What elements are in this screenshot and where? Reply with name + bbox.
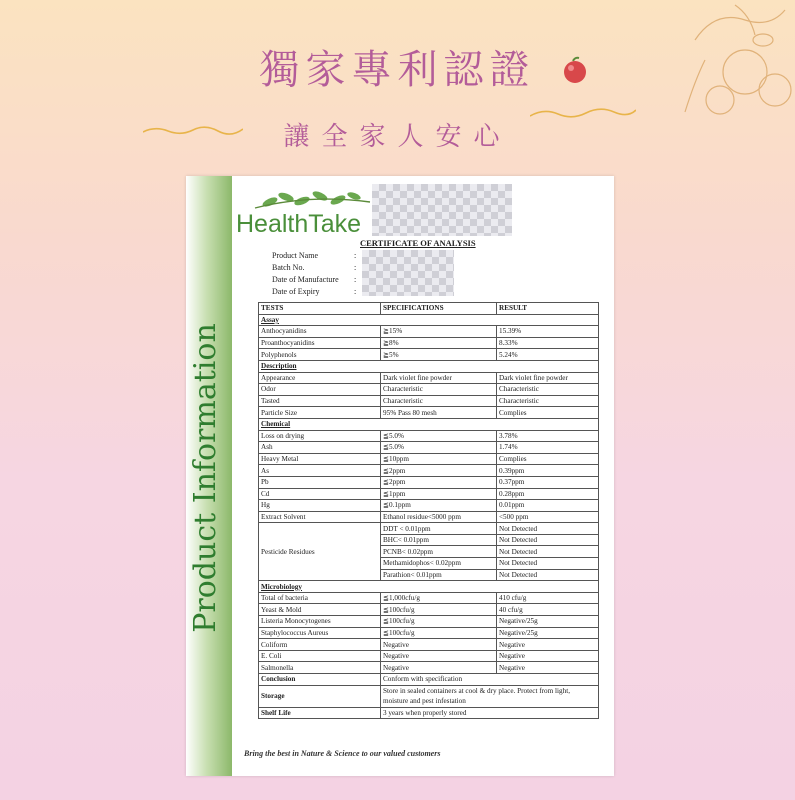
table-row xyxy=(259,326,599,338)
table-header-row xyxy=(259,303,599,315)
section-title: Chemical xyxy=(259,418,599,430)
info-row: Batch No. : xyxy=(272,263,357,272)
table-row xyxy=(259,523,599,535)
table-row xyxy=(259,627,599,639)
table-row xyxy=(259,616,599,628)
header-tests: TESTS xyxy=(259,303,381,315)
section-row xyxy=(259,581,599,593)
table-row xyxy=(259,685,599,707)
cell-spec: ≦5.0% xyxy=(381,442,497,454)
certificate-title: CERTIFICATE OF ANALYSIS xyxy=(360,238,476,248)
cell-spec: Ethanol residue<5000 ppm xyxy=(381,511,497,523)
table-row xyxy=(259,592,599,604)
cell-test: Anthocyanidins xyxy=(259,326,381,338)
cell-result: 1.74% xyxy=(497,442,599,454)
info-label: Product Name xyxy=(272,251,318,260)
cell-spec: ≦1ppm xyxy=(381,488,497,500)
table-row xyxy=(259,500,599,512)
table-row xyxy=(259,674,599,686)
cell-test: Loss on drying xyxy=(259,430,381,442)
cell-result: Negative xyxy=(497,662,599,674)
cell-spec: ≦5.0% xyxy=(381,430,497,442)
cell-test: Heavy Metal xyxy=(259,453,381,465)
cell-spec: Characteristic xyxy=(381,395,497,407)
cell-spec: ≧5% xyxy=(381,349,497,361)
cell-result: Negative/25g xyxy=(497,627,599,639)
analysis-table xyxy=(258,302,599,719)
cell-spec: ≦10ppm xyxy=(381,453,497,465)
cell-result: Negative xyxy=(497,639,599,651)
table-row xyxy=(259,395,599,407)
cell-result: Not Detected xyxy=(497,534,599,546)
info-row: Date of Expiry : xyxy=(272,287,357,296)
table-row xyxy=(259,384,599,396)
table-row xyxy=(259,465,599,477)
cell-test: Total of bacteria xyxy=(259,592,381,604)
cell-test: Conclusion xyxy=(259,674,381,686)
table-row xyxy=(259,337,599,349)
logo-text: HealthTake xyxy=(236,210,362,238)
table-row xyxy=(259,707,599,719)
cell-spec: PCNB< 0.02ppm xyxy=(381,546,497,558)
cell-value: 3 years when properly stored xyxy=(381,707,599,719)
cell-result: 3.78% xyxy=(497,430,599,442)
info-label: Date of Expiry xyxy=(272,287,320,296)
cell-result: Complies xyxy=(497,453,599,465)
cell-test: Staphylococcus Aureus xyxy=(259,627,381,639)
header-specifications: SPECIFICATIONS xyxy=(381,303,497,315)
cell-result: 8.33% xyxy=(497,337,599,349)
cell-spec: Parathion< 0.01ppm xyxy=(381,569,497,581)
cell-spec: ≦0.1ppm xyxy=(381,500,497,512)
table-row xyxy=(259,662,599,674)
cell-test: Storage xyxy=(259,685,381,707)
cell-result: 0.37ppm xyxy=(497,476,599,488)
cell-spec: Methamidophos< 0.02ppm xyxy=(381,558,497,570)
cell-result: Dark violet fine powder xyxy=(497,372,599,384)
table-row xyxy=(259,639,599,651)
cell-result: Not Detected xyxy=(497,569,599,581)
cell-spec: Negative xyxy=(381,662,497,674)
table-row xyxy=(259,430,599,442)
cell-test: Salmonella xyxy=(259,662,381,674)
cell-value: Store in sealed containers at cool & dry place. Protect from light, moisture and pest infestation xyxy=(381,685,599,707)
page-subtitle: 讓全家人安心 xyxy=(283,122,512,152)
info-label: Date of Manufacture xyxy=(272,275,339,284)
section-row xyxy=(259,418,599,430)
section-title: Microbiology xyxy=(259,581,599,593)
cell-test: Odor xyxy=(259,384,381,396)
footer-tagline: Bring the best in Nature & Science to our valued customers xyxy=(244,749,441,758)
cell-result: 15.39% xyxy=(497,326,599,338)
blurred-product-code xyxy=(372,184,512,236)
cell-spec: ≦100cfu/g xyxy=(381,627,497,639)
cell-result: 5.24% xyxy=(497,349,599,361)
cell-spec: ≧8% xyxy=(381,337,497,349)
cell-result: Not Detected xyxy=(497,546,599,558)
cell-test: Tasted xyxy=(259,395,381,407)
cell-result: Not Detected xyxy=(497,558,599,570)
cell-spec: ≦2ppm xyxy=(381,465,497,477)
sidebar-label: Product Information xyxy=(188,323,223,633)
cell-test: Proanthocyanidins xyxy=(259,337,381,349)
cell-test: Pesticide Residues xyxy=(259,523,381,581)
cell-spec: DDT < 0.01ppm xyxy=(381,523,497,535)
cell-result: Negative xyxy=(497,650,599,662)
cell-test: Ash xyxy=(259,442,381,454)
table-row xyxy=(259,476,599,488)
blurred-product-details xyxy=(362,250,454,296)
cell-test: Particle Size xyxy=(259,407,381,419)
cell-spec: ≦100cfu/g xyxy=(381,604,497,616)
cell-result: Characteristic xyxy=(497,384,599,396)
info-row: Product Name : xyxy=(272,251,357,260)
berry-icon xyxy=(560,56,590,84)
cell-result: 410 cfu/g xyxy=(497,592,599,604)
cell-test: Shelf Life xyxy=(259,707,381,719)
cell-test: Polyphenols xyxy=(259,349,381,361)
section-row xyxy=(259,314,599,326)
section-title: Description xyxy=(259,360,599,372)
cell-spec: 95% Pass 80 mesh xyxy=(381,407,497,419)
table-row xyxy=(259,488,599,500)
cell-result: Negative/25g xyxy=(497,616,599,628)
cell-spec: Negative xyxy=(381,650,497,662)
product-info-block xyxy=(272,250,357,298)
info-label: Batch No. xyxy=(272,263,305,272)
document-sidebar xyxy=(186,176,232,776)
wave-decoration-right xyxy=(530,106,636,120)
table-row xyxy=(259,511,599,523)
page-title: 獨家專利認證 xyxy=(259,47,536,93)
cell-result: 0.39ppm xyxy=(497,465,599,477)
cell-result: Characteristic xyxy=(497,395,599,407)
cell-test: As xyxy=(259,465,381,477)
cell-value: Conform with specification xyxy=(381,674,599,686)
table-row xyxy=(259,453,599,465)
cell-result: <500 ppm xyxy=(497,511,599,523)
cell-spec: Dark violet fine powder xyxy=(381,372,497,384)
table-row xyxy=(259,372,599,384)
cell-result: 0.01ppm xyxy=(497,500,599,512)
table-row xyxy=(259,604,599,616)
cell-test: Appearance xyxy=(259,372,381,384)
table-row xyxy=(259,349,599,361)
cell-test: E. Coli xyxy=(259,650,381,662)
cell-test: Coliform xyxy=(259,639,381,651)
cell-test: Listeria Monocytogenes xyxy=(259,616,381,628)
info-row: Date of Manufacture : xyxy=(272,275,357,284)
cell-spec: ≦100cfu/g xyxy=(381,616,497,628)
cell-test: Extract Solvent xyxy=(259,511,381,523)
section-title: Assay xyxy=(259,314,599,326)
cell-spec: Characteristic xyxy=(381,384,497,396)
table-row xyxy=(259,407,599,419)
table-row xyxy=(259,650,599,662)
cell-test: Yeast & Mold xyxy=(259,604,381,616)
cell-result: Complies xyxy=(497,407,599,419)
cell-spec: ≦1,000cfu/g xyxy=(381,592,497,604)
table-row xyxy=(259,442,599,454)
cell-test: Hg xyxy=(259,500,381,512)
header-result: RESULT xyxy=(497,303,599,315)
cell-test: Cd xyxy=(259,488,381,500)
cell-result: Not Detected xyxy=(497,523,599,535)
section-row xyxy=(259,360,599,372)
cell-spec: BHC< 0.01ppm xyxy=(381,534,497,546)
certificate-document xyxy=(186,176,614,776)
cell-result: 0.28ppm xyxy=(497,488,599,500)
cell-test: Pb xyxy=(259,476,381,488)
cell-result: 40 cfu/g xyxy=(497,604,599,616)
cell-spec: ≦2ppm xyxy=(381,476,497,488)
cell-spec: ≧15% xyxy=(381,326,497,338)
cell-spec: Negative xyxy=(381,639,497,651)
